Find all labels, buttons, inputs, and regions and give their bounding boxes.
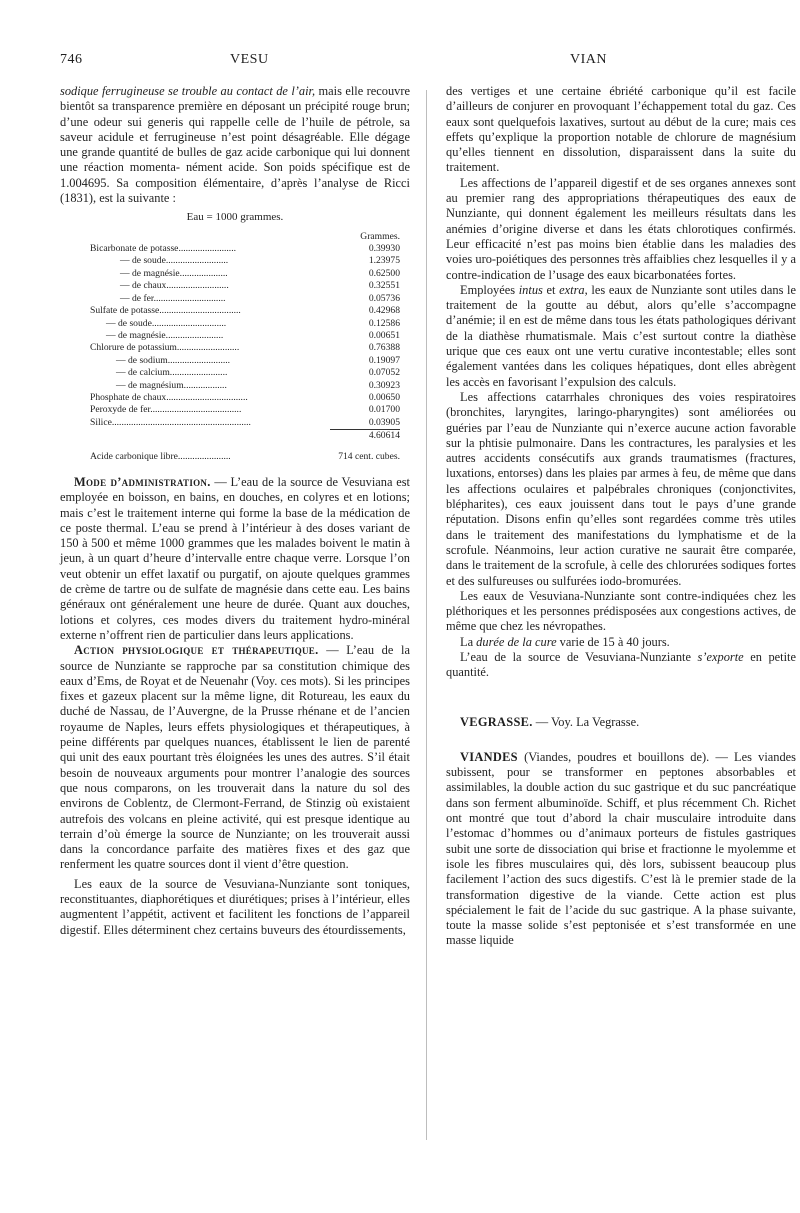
tonic-paragraph: Les eaux de la source de Vesuviana-Nunziante sont toniques, reconstituantes, diaphorétiques et diurétiques; prises à l’intérieur, elles augmentent l’appétit, activent et facilitent les fonctions de l’appareil digestif. Elles déterminent chez certains buveurs des étourdissements, [60, 876, 410, 937]
running-head-left: VESU [230, 52, 269, 67]
viandes-entry [446, 750, 796, 949]
right-column [446, 84, 796, 949]
analysis-row [90, 367, 400, 379]
viandes-heading: VIANDES [460, 749, 518, 764]
analysis-substance: — de chaux.......................... [120, 280, 229, 292]
analysis-substance: Phosphate de chaux.................................. [90, 391, 248, 403]
analysis-row [90, 293, 400, 305]
intro-line: acidule et ferrugineuse n’est point désagréable. Elle [97, 129, 370, 144]
column-divider [426, 90, 427, 1140]
analysis-value: 0.07052 [368, 367, 400, 379]
analysis-substance: — de magnésie........................ [106, 329, 224, 341]
vegrasse-entry [446, 715, 796, 730]
free-acid-value: 714 cent. cubes. [338, 450, 400, 462]
analysis-substance: — de soude............................... [106, 317, 227, 329]
analysis-substance: — de soude.......................... [120, 255, 229, 267]
analysis-unit: Grammes. [360, 230, 400, 242]
intro-line: Sa composition élémentaire, d’après l’analyse de Ricci [116, 175, 410, 190]
analysis-substance: — de sodium.......................... [116, 354, 231, 366]
analysis-value: 0.05736 [368, 292, 400, 304]
analysis-title: Eau = 1000 grammes. [186, 211, 284, 224]
vegrasse-text: — Voy. La Vegrasse. [532, 714, 640, 729]
intro-line: dégage une grande quantité de bulles de gaz acide [60, 129, 410, 160]
analysis-substance: — de calcium........................ [116, 367, 228, 379]
analysis-total-row [90, 430, 400, 443]
analysis-value: 0.03905 [368, 416, 400, 428]
export-pre: L’eau de la source de Vesuviana-Nunziante [460, 649, 698, 664]
analysis-value: 0.19097 [368, 354, 400, 366]
employed-extra: extra [559, 282, 585, 297]
analysis-value: 0.01700 [368, 404, 400, 416]
analysis-value: 1.23975 [368, 255, 400, 267]
intro-line: generis qui rappelle celle de l’huile de pétrole, sa saveur [60, 114, 410, 144]
intro-line: sodique ferrugineuse se trouble au contact de l’air, [60, 84, 316, 98]
page-number: 746 [60, 52, 83, 67]
employed-post: , les eaux de Nunziante sont utiles dans le traitement de la goutte au début, alors qu’elle s’accompagne d’anémie; il en est de même dans tous les états pathologiques dérivant de la diathèse rhumatismale. Mais c’est surtout contre la diathèse urique que ces eaux ont une vertu curative incontestable; elles sont également vantées dans les coliques hépatiques, dont elles abrègent les accès en favorisant l’expulsion des calculs. [446, 282, 796, 389]
left-column [60, 84, 410, 938]
vegrasse-heading: VEGRASSE. [460, 714, 533, 729]
analysis-row [90, 243, 400, 255]
analysis-substance: — de magnésie.................... [120, 267, 228, 279]
intro-line: mais elle recouvre bientôt sa transparence première en [60, 84, 410, 114]
analysis-unit-row [90, 229, 400, 243]
analysis-substance: Bicarbonate de potasse........................ [90, 243, 237, 255]
analysis-substance: Peroxyde de fer...................................... [90, 404, 242, 416]
analysis-row [90, 417, 400, 430]
action-heading: Action physiologique et thérapeutique. [74, 643, 319, 658]
analysis-substance: Chlorure de potassium.......................... [90, 342, 240, 354]
mode-heading: Mode d’administration. [74, 474, 211, 489]
intro-line: déposant un précipité rouge brun; d’une odeur sui [60, 99, 410, 129]
analysis-substance: Sulfate de potasse.................................. [90, 305, 241, 317]
analysis-row [90, 404, 400, 416]
page-header [60, 52, 770, 72]
analysis-row [90, 342, 400, 354]
analysis-row [90, 305, 400, 317]
continuation-paragraph: des vertiges et une certaine ébriété carbonique qu’il est facile d’ailleurs de conjurer en provoquant l’échappement total du gaz. Ces eaux sont quelquefois laxatives, surtout au début de la cure; mais ces effets qu’explique la proportion notable de chlorure de magnésium qu’elles tiennent en dissolution, disparaissent dans la suite du traitement. [446, 84, 796, 175]
analysis-substance: Silice.......................................................... [90, 417, 251, 429]
analysis-row [90, 318, 400, 330]
analysis-row [90, 280, 400, 292]
action-paragraph [60, 643, 410, 872]
export-paragraph [446, 650, 796, 681]
employed-paragraph [446, 283, 796, 390]
intro-line: nément acide. Son poids spécifique est de 1.004695. [60, 160, 410, 190]
viandes-text: (Viandes, poudres et bouillons de). — Les viandes subissent, pour se transformer en peptones absorbables et assimilables, la double action du suc gastrique et du suc pancréatique dans son ferment albuminoïde. Schiff, et plus récemment Ch. Richet ont montré que tout d’abord la chair musculaire introduite dans l’estomac d’hommes ou d’animaux porteurs de fistules gastriques subit une sorte de dissociation qui brise et fractionne le myolemme et isole les fibres musculaires qui, dès lors, subissent beaucoup plus facilement l’action des sucs digestifs. C’est là le premier stade de la transformation digestive de la viande. Cette action est plus spécialement le fait de l’acide du suc gastrique. A la phase suivante, toute la masse solide s’est peptonisée et s’est transformée en une masse liquide [446, 749, 796, 948]
analysis-row [90, 255, 400, 267]
analysis-value: 0.76388 [368, 342, 400, 354]
contra-paragraph: Les eaux de Vesuviana-Nunziante sont contre-indiquées chez les pléthoriques et les personnes prédisposées aux congestions actives, de même que chez les névropathes. [446, 588, 796, 634]
free-acid-label: Acide carbonique libre...................... [90, 450, 231, 462]
analysis-value: 0.30923 [368, 379, 400, 391]
employed-mid: et [542, 282, 560, 297]
duration-italic: durée de la cure [476, 634, 557, 649]
analysis-row [90, 330, 400, 342]
analysis-value: 0.39930 [368, 243, 400, 255]
analysis-substance: — de fer.............................. [120, 292, 226, 304]
employed-intus: intus [518, 282, 543, 297]
analysis-value: 0.00651 [368, 329, 400, 341]
intro-line: (1831), est la suivante : [60, 191, 176, 206]
duration-pre: La [460, 634, 477, 649]
analysis-row [90, 380, 400, 392]
employed-pre: Employées [460, 282, 519, 297]
catarrh-paragraph: Les affections catarrhales chroniques des voies respiratoires (bronchites, laryngites, laringo-pharyngites) sont améliorées ou guéries par l’eau de Nunziante qui n’exerce aucune action favorable sur la phtisie pulmonaire. Dans les contractures, les paralysies et les autres accidents consécutifs aux grands traumatismes (fractures, luxations, entorses) dans les plaies par armes à feu, de même que dans les affections oculaires et palpébrales chroniques (conjonctivites, blépharites), ces eaux jouissent dans tout le pays d’une grande réputation. Disons enfin qu’elles sont regardées comme très utiles dans le traitement des manifestations du lymphatisme et de la scrofule. Néanmoins, leur action curative ne saurait être comparée, dans le traitement de la scrofule, à celle des chlorurées sodiques fortes et des sulfureuses ou sulfurées iodo-bromurées. [446, 389, 796, 588]
analysis-free-acid-row [90, 443, 400, 463]
intro-line: carbonique qui lui donnent une réaction momenta- [60, 145, 411, 175]
analysis-substance: — de magnésium.................. [116, 379, 227, 391]
digestive-paragraph: Les affections de l’appareil digestif et de ses organes annexes sont au premier rang des appropriations thérapeutiques des eaux de Nunziante, qui donnent également les meilleurs résultats dans les anémies d’origine diverse et dans les états chlorotiques confirmés. Leur efficacité n’est pas moins bien établie dans les maladies des voies uro-poiétiques des personnes très affaiblies chez lesquelles il y a contre-indication de l’usage des eaux bicarbonatées fortes. [446, 175, 796, 282]
running-head-right: VIAN [570, 52, 607, 67]
mode-paragraph [60, 475, 410, 643]
duration-post: varie de 15 à 40 jours. [556, 634, 670, 649]
analysis-value: 0.62500 [368, 267, 400, 279]
duration-paragraph [446, 635, 796, 650]
export-italic: s’exporte [697, 649, 744, 664]
analysis-value: 0.42968 [368, 305, 400, 317]
analysis-value: 0.00650 [368, 391, 400, 403]
export-post: en petite quantité. [446, 649, 796, 680]
analysis-table [90, 229, 400, 463]
analysis-row [90, 392, 400, 404]
analysis-row [90, 268, 400, 280]
intro-paragraph [60, 84, 410, 206]
analysis-row [90, 355, 400, 367]
analysis-value: 0.32551 [368, 280, 400, 292]
analysis-total: 4.60614 [330, 430, 400, 443]
action-text: — L’eau de la source de Nunziante se rapproche par sa constitution chimique des eaux d’Ems, de Royat et de Neuenahr (Voy. ces mots). Si les principes fixes et gazeux placent sur la même ligne, dit Rotureau, les eaux du duché de Nassau, de l’Auvergne, de la Prusse rhénane et de l’ancien royaume de Naples, leurs effets physiologiques et thérapeutiques, à peine différents par quelques nuances, établissent le lien de parenté qui unit des eaux pourtant très éloignées les unes des autres. S’il était besoin de nouveaux arguments pour montrer l’analogie des sources que nous comparons, on les trouverait dans la nature du sol des environs de Coblentz, de Clermont-Ferrand, de Stinzig où existaient autrefois des volcans en pleine activité, qui est presque identique au terrain d’où émerge la source de Nunziante; on les trouverait aussi dans la concordance parfaite des matières fixes et des gaz que renferment les quatre sources dont il vient d’être question. [60, 643, 410, 872]
mode-text: — L’eau de la source de Vesuviana est employée en boisson, en bains, en douches, en colyres et en lotions; mais c’est le traitement interne qui forme la base de la médication de ce poste thermal. L’eau se prend à l’intérieur à des doses variant de 150 à 500 et même 1000 grammes que les malades boivent le matin à jeun, à un quart d’heure d’intervalle entre chaque verre. Lorsque l’on veut obtenir un effet laxatif ou purgatif, on ajoute quelques grammes de crème de tartre ou de sulfate de magnésie dans cette eau. Les bains généraux ont généralement une heure de durée. Quant aux douches, lotions et colyres, ces modes divers du traitement hydro-minéral externe n’offrent rien de particulier dans leurs applications. [60, 474, 410, 642]
analysis-value: 0.12586 [368, 317, 400, 329]
